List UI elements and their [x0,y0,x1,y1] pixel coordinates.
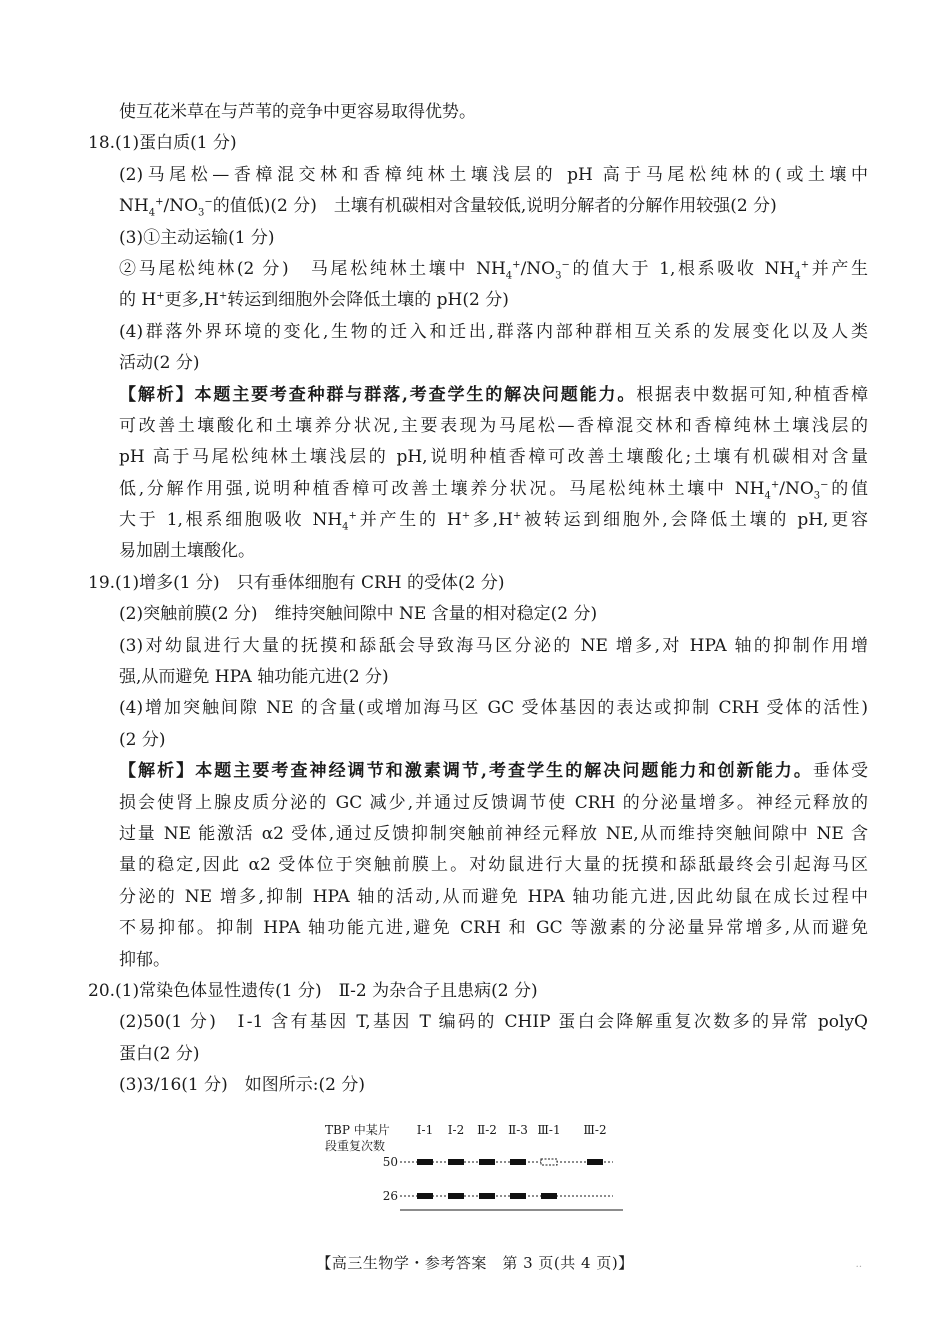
text-segment: 4 [794,270,801,282]
text-segment: NH [119,196,149,217]
text-segment: 4 [505,270,513,282]
text-line [88,945,868,976]
lane-label: Ⅱ-3 [508,1123,528,1137]
text-segment: 4 [764,490,771,502]
text-line [88,913,868,944]
text-segment: /NO [779,478,814,499]
text-segment: 根据表中数据可知,种植香樟 [636,384,868,405]
lane-label: Ⅰ-1 [416,1123,434,1137]
text-line [88,976,868,1007]
text-segment: 强,从而避免 HPA 轴功能亢进(2 分) [119,667,389,688]
text-segment: (3)3/16(1 分) 如图所示:(2 分) [119,1075,365,1096]
text-line [88,662,868,693]
lane-label: Ⅲ-2 [583,1123,607,1137]
text-segment: 损会使肾上腺皮质分泌的 GC 减少,并通过反馈调节使 CRH 的分泌量增多。神经元释放的 [119,792,868,813]
text-segment: + [461,510,471,522]
text-segment: 的值 [828,478,868,499]
text-line [88,285,868,316]
band [417,1159,433,1165]
band-dashed [541,1159,557,1165]
text-segment: (3)①主动运输(1 分) [119,227,275,248]
text-line [88,693,868,724]
text-line [88,536,868,567]
text-segment: 19.(1)增多(1 分) 只有垂体细胞有 CRH 的受体(2 分) [88,572,505,593]
text-segment: 抑郁。 [119,949,170,970]
text-segment: − [561,259,570,271]
band [417,1193,433,1199]
text-segment: 低,分解作用强,说明种植香樟可改善土壤养分状况。马尾松纯林土壤中 NH [119,478,765,499]
text-segment: 大于 1,根系细胞吸收 NH [119,510,343,531]
text-segment: − [204,196,213,208]
band [479,1159,495,1165]
text-line [88,128,868,159]
text-line [88,756,868,787]
text-segment: (4)群落外界环境的变化,生物的迁入和迁出,群落内部种群相互关系的发展变化以及人类 [119,321,868,342]
text-segment: 的值低)(2 分) 土壤有机碳相对含量较低,说明分解者的分解作用较强(2 分) [212,196,777,217]
text-segment: (4)增加突触间隙 NE 的含量(或增加海马区 GC 受体基因的表达或抑制 CRH 受体的活性) [119,698,868,719]
text-segment: 并产生的 H [356,510,462,531]
text-segment: (2)马尾松—香樟混交林和香樟纯林土壤浅层的 pH 高于马尾松纯林的(或土壤中 [119,164,868,185]
text-line [88,850,868,881]
text-segment: 并产生 [809,258,868,279]
text-segment: pH 高于马尾松纯林土壤浅层的 pH,说明种植香樟可改善土壤酸化;土壤有机碳相对含量 [119,447,868,468]
text-segment: + [218,290,228,302]
text-line [88,317,868,348]
text-line [88,1007,868,1038]
text-segment: − [820,479,829,491]
text-segment: 多,H [470,510,513,531]
band [587,1159,603,1165]
text-segment: 垂体受 [812,761,868,782]
text-segment: + [156,290,165,302]
text-segment: (2 分) [119,729,166,750]
text-segment: ②马尾松纯林(2 分) 马尾松纯林土壤中 NH [119,258,506,279]
text-segment: 18.(1)蛋白质(1 分) [88,133,237,154]
text-segment: 量的稳定,因此 α2 受体位于突触前膜上。对幼鼠进行大量的抚摸和舔舐最终会引起海马区 [119,855,868,876]
text-segment: 20.(1)常染色体显性遗传(1 分) Ⅱ-2 为杂合子且患病(2 分) [88,980,538,1001]
text-line [88,191,868,222]
text-line [88,599,868,630]
text-segment: (2)50(1 分) Ⅰ-1 含有基因 T,基因 T 编码的 CHIP 蛋白会降解重复次数多的异常 polyQ [119,1012,868,1033]
text-segment: 【解析】本题主要考查种群与群落,考查学生的解决问题能力。 [119,384,637,405]
text-segment: + [348,510,357,522]
electrophoresis-figure [320,1120,630,1215]
answer-text [88,97,868,1102]
lane-label: Ⅱ-2 [477,1123,497,1137]
text-line [88,380,868,411]
band [541,1193,557,1199]
text-line [88,411,868,442]
text-line [88,788,868,819]
row-label: 50 [382,1155,398,1169]
text-segment: + [155,196,164,208]
text-segment: 使互花米草在与芦苇的竞争中更容易取得优势。 [119,102,476,122]
text-segment: 分泌的 NE 增多,抑制 HPA 轴的活动,从而避免 HPA 轴功能亢进,因此幼鼠在成长过程中 [119,886,868,907]
text-line [88,725,868,756]
figure-ylabel-line1: TBP 中某片 [325,1123,390,1137]
text-segment: (2)突触前膜(2 分) 维持突触间隙中 NE 含量的相对稳定(2 分) [119,604,598,625]
text-segment: + [512,510,522,522]
band [479,1193,495,1199]
text-segment: 转运到细胞外会降低土壤的 pH(2 分) [227,290,509,311]
figure-ylabel-line2: 段重复次数 [325,1139,386,1153]
text-segment: 3 [198,207,205,219]
text-line [88,631,868,662]
text-segment: 4 [342,521,349,533]
text-segment: 的值大于 1,根系吸收 NH [569,258,795,279]
row-label: 26 [382,1189,398,1203]
text-line [88,254,868,285]
text-segment: + [800,259,810,271]
text-segment: 的 H [119,290,157,311]
lane-label: Ⅲ-1 [537,1123,561,1137]
text-segment: 被转运到细胞外,会降低土壤的 pH,更容 [521,510,868,531]
text-line [88,223,868,254]
text-segment: + [512,259,521,271]
text-segment: 可改善土壤酸化和土壤养分状况,主要表现为马尾松—香樟混交林和香樟纯林土壤浅层的 [119,415,868,436]
lane-label: Ⅰ-2 [447,1123,465,1137]
band [510,1193,526,1199]
text-line [88,1039,868,1070]
text-segment: 蛋白(2 分) [119,1043,200,1064]
band [510,1159,526,1165]
band [448,1193,464,1199]
band [448,1159,464,1165]
text-segment: /NO [163,196,199,217]
text-line [88,97,868,128]
text-line [88,474,868,505]
text-line [88,348,868,379]
text-line [88,160,868,191]
corner-mark: ·· [855,1262,862,1273]
text-segment: + [770,479,780,491]
text-segment: 4 [148,207,156,219]
text-segment: 【解析】本题主要考查神经调节和激素调节,考查学生的解决问题能力和创新能力。 [119,761,813,782]
text-segment: 易加剧土壤酸化。 [119,541,255,562]
text-line [88,568,868,599]
page-footer: 【高三生物学・参考答案 第 3 页(共 4 页)】 [316,1254,634,1272]
text-line [88,882,868,913]
text-segment: 过量 NE 能激活 α2 受体,通过反馈抑制突触前神经元释放 NE,从而维持突触间隙中 NE 含 [119,823,868,844]
text-segment: 3 [813,490,821,502]
text-line [88,442,868,473]
text-line [88,1070,868,1101]
text-segment: 3 [555,270,562,282]
text-segment: /NO [520,258,556,279]
text-line [88,505,868,536]
text-segment: 活动(2 分) [119,353,200,374]
text-segment: (3)对幼鼠进行大量的抚摸和舔舐会导致海马区分泌的 NE 增多,对 HPA 轴的抑制作用增 [119,635,868,656]
text-line [88,819,868,850]
text-segment: 更多,H [164,290,219,311]
text-segment: 不易抑郁。抑制 HPA 轴功能亢进,避免 CRH 和 GC 等激素的分泌量异常增多,从而避免 [119,918,868,939]
